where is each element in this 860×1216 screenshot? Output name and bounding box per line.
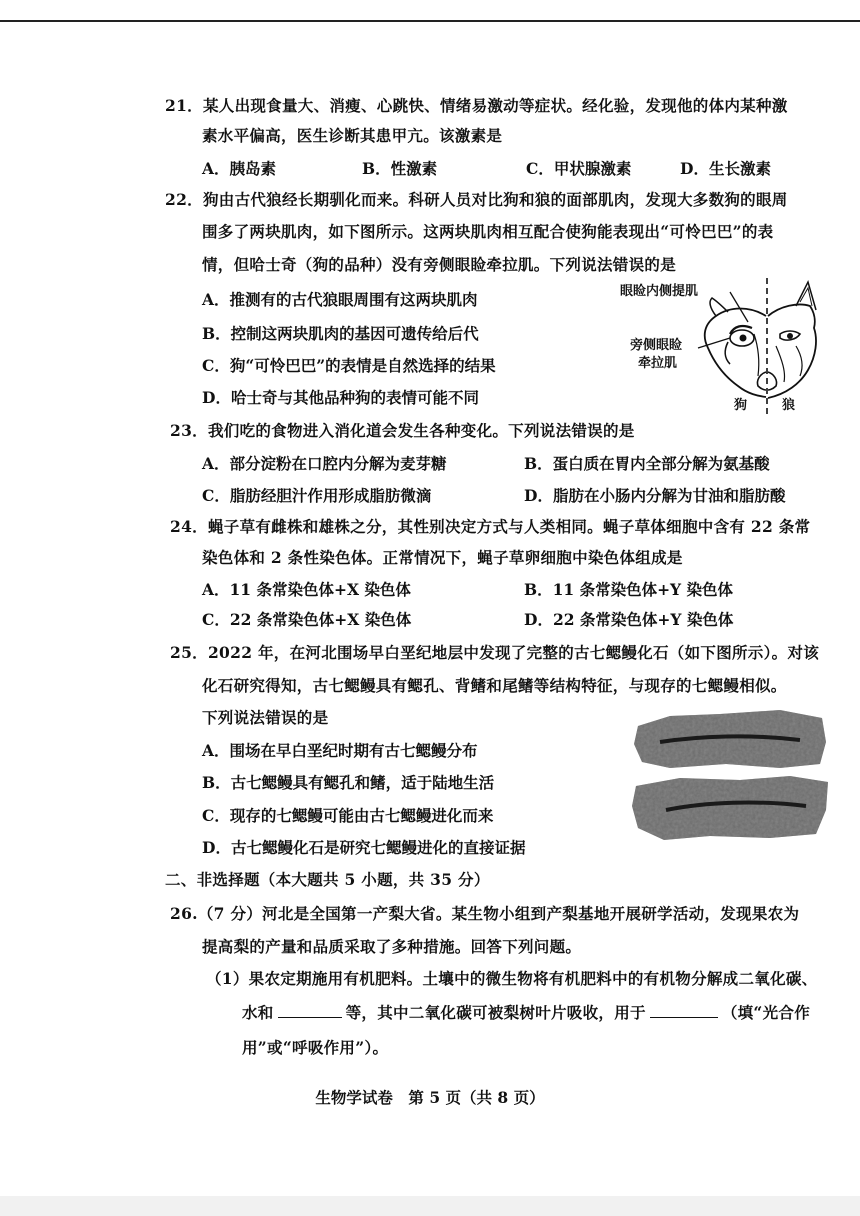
q25-line1: 25．2022 年，在河北围场早白垩纪地层中发现了完整的古七鳃鳗化石（如下图所示）。对该 (170, 643, 820, 662)
q22-option-d: D．哈士奇与其他品种狗的表情可能不同 (202, 388, 479, 407)
q26-sub1-line2 (242, 1003, 810, 1023)
lamprey-fossil-photos (630, 706, 830, 842)
q21-option-a: A．胰岛素 (202, 159, 277, 178)
q22-option-c: C．狗“可怜巴巴”的表情是自然选择的结果 (202, 356, 496, 375)
q22-line1: 22．狗由古代狼经长期驯化而来。科研人员对比狗和狼的面部肌肉，发现大多数狗的眼周 (165, 190, 788, 209)
q25-option-d: D．古七鳃鳗化石是研究七鳃鳗进化的直接证据 (202, 838, 526, 857)
q22-line2: 围多了两块肌肉，如下图所示。这两块肌肉相互配合使狗能表现出“可怜巴巴”的表 (202, 222, 774, 241)
label-dog: 狗 (734, 398, 748, 413)
q24-option-c: C．22 条常染色体+X 染色体 (202, 610, 412, 629)
q22-option-a: A．推测有的古代狼眼周围有这两块肌肉 (202, 290, 478, 309)
q21-option-b: B．性激素 (362, 159, 438, 178)
q24-line2: 染色体和 2 条性染色体。正常情况下，蝇子草卵细胞中染色体组成是 (202, 548, 683, 567)
answer-blank-1[interactable] (278, 1003, 342, 1018)
q21-line1: 21．某人出现食量大、消瘦、心跳快、情绪易激动等症状。经化验，发现他的体内某种激 (165, 96, 788, 115)
label-lateral-retractor-2: 牵拉肌 (638, 356, 678, 371)
q23-option-b: B．蛋白质在胃内全部分解为氨基酸 (524, 454, 770, 473)
q24-option-a: A．11 条常染色体+X 染色体 (202, 580, 411, 599)
q25-line3: 下列说法错误的是 (202, 708, 329, 727)
label-lateral-retractor-1: 旁侧眼睑 (630, 338, 683, 353)
answer-blank-2[interactable] (650, 1003, 718, 1018)
bottom-band (0, 1196, 860, 1216)
page-footer: 生物学试卷 第 5 页（共 8 页） (315, 1088, 545, 1107)
q21-option-d: D．生长激素 (680, 159, 771, 178)
label-wolf: 狼 (782, 398, 796, 413)
q23-line1: 23．我们吃的食物进入消化道会发生各种变化。下列说法错误的是 (170, 421, 635, 440)
q25-option-a: A．围场在早白垩纪时期有古七鳃鳗分布 (202, 741, 478, 760)
q22-option-b: B．控制这两块肌肉的基因可遗传给后代 (202, 324, 479, 343)
dog-wolf-face-figure (620, 276, 830, 416)
q21-option-c: C．甲状腺激素 (526, 159, 632, 178)
q26-line1: 26.（7 分）河北是全国第一产梨大省。某生物小组到产梨基地开展研学活动，发现果农为 (170, 904, 800, 923)
q21-line2: 素水平偏高，医生诊断其患甲亢。该激素是 (202, 126, 503, 145)
lamprey-fossil-figure (630, 706, 830, 842)
q26-text-c: （填“光合作 (721, 1003, 811, 1022)
q23-option-d: D．脂肪在小肠内分解为甘油和脂肪酸 (524, 486, 786, 505)
q24-option-b: B．11 条常染色体+Y 染色体 (524, 580, 734, 599)
label-medial-levator: 眼睑内侧提肌 (620, 284, 699, 299)
q26-sub1-line1: （1）果农定期施用有机肥料。土壤中的微生物将有机肥料中的有机物分解成二氧化碳、 (206, 969, 818, 988)
q26-line2: 提高梨的产量和品质采取了多种措施。回答下列问题。 (202, 937, 582, 956)
section2-heading: 二、非选择题（本大题共 5 小题，共 35 分） (165, 870, 490, 889)
q22-line3: 情，但哈士奇（狗的品种）没有旁侧眼睑牵拉肌。下列说法错误的是 (202, 255, 677, 274)
q25-option-b: B．古七鳃鳗具有鳃孔和鳍，适于陆地生活 (202, 773, 495, 792)
q23-option-a: A．部分淀粉在口腔内分解为麦芽糖 (202, 454, 447, 473)
top-rule (0, 20, 860, 22)
q25-option-c: C．现存的七鳃鳗可能由古七鳃鳗进化而来 (202, 806, 494, 825)
q24-line1: 24．蝇子草有雌株和雄株之分，其性别决定方式与人类相同。蝇子草体细胞中含有 22 条常 (170, 517, 811, 536)
q24-option-d: D．22 条常染色体+Y 染色体 (524, 610, 734, 629)
q23-option-c: C．脂肪经胆汁作用形成脂肪微滴 (202, 486, 432, 505)
q25-line2: 化石研究得知，古七鳃鳗具有鳃孔、背鳍和尾鳍等结构特征，与现存的七鳃鳗相似。 (202, 676, 787, 695)
q26-sub1-line3: 用”或“呼吸作用”）。 (242, 1038, 389, 1057)
q26-text-b: 等，其中二氧化碳可被梨树叶片吸收，用于 (345, 1003, 646, 1022)
q26-text-a: 水和 (242, 1003, 274, 1022)
